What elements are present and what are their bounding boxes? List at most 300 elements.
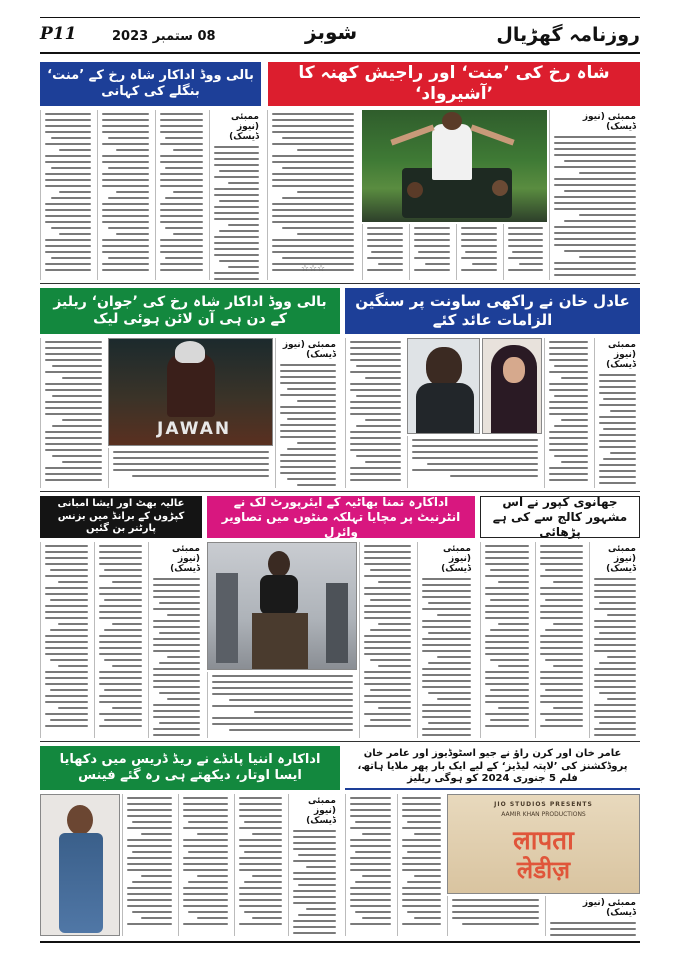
text-line	[603, 458, 636, 460]
text-line	[508, 245, 543, 247]
text-line	[99, 641, 142, 643]
black-top	[260, 575, 298, 615]
text-column	[108, 448, 273, 488]
text-column	[407, 436, 542, 488]
text-line	[280, 466, 336, 468]
text-line	[554, 148, 636, 150]
text-line	[422, 716, 471, 718]
text-line	[549, 341, 588, 343]
text-line	[62, 461, 102, 463]
text-line	[594, 590, 636, 592]
text-line	[508, 233, 543, 235]
text-line	[102, 215, 149, 217]
text-line	[554, 202, 636, 204]
text-line	[102, 239, 149, 241]
byline: ممبئی (نیوز ڈیسک)	[582, 898, 636, 918]
text-line	[45, 683, 88, 685]
text-line	[45, 431, 102, 433]
text-line	[540, 677, 583, 679]
text-line	[599, 374, 636, 376]
text-line	[45, 449, 102, 451]
text-line	[282, 227, 354, 229]
bystander-figure	[216, 573, 238, 663]
text-line	[540, 611, 583, 613]
text-line	[188, 911, 228, 913]
adil-jacket	[416, 383, 474, 434]
text-line	[272, 221, 354, 223]
text-line	[159, 692, 200, 694]
text-line	[350, 383, 401, 385]
text-line	[102, 143, 149, 145]
text-line	[99, 695, 142, 697]
text-line	[214, 278, 259, 280]
raised-arm	[390, 124, 434, 145]
text-line	[461, 269, 497, 271]
adil-khan-photo	[407, 338, 480, 434]
text-line	[422, 650, 471, 652]
text-line	[183, 923, 228, 925]
text-line	[293, 830, 336, 832]
text-line	[99, 617, 142, 619]
text-line	[412, 445, 538, 447]
text-line	[402, 863, 441, 865]
text-line	[165, 227, 203, 229]
text-line	[425, 263, 450, 265]
text-line	[599, 692, 636, 694]
text-line	[364, 593, 411, 595]
text-line	[485, 653, 529, 655]
text-line	[272, 113, 354, 115]
text-line	[428, 692, 471, 694]
text-line	[371, 251, 403, 253]
text-line	[112, 623, 142, 625]
text-line	[104, 569, 142, 571]
text-line	[293, 842, 336, 844]
jawan-poster-photo	[108, 338, 273, 446]
text-line	[402, 815, 441, 817]
text-line	[450, 475, 538, 477]
text-line	[99, 551, 142, 553]
text-line	[102, 221, 149, 223]
text-line	[153, 584, 200, 586]
text-line	[554, 196, 636, 198]
text-line	[99, 653, 142, 655]
text-line	[350, 371, 401, 373]
text-line	[280, 364, 336, 366]
text-line	[293, 932, 336, 934]
text-line	[364, 563, 411, 565]
text-line	[549, 467, 588, 469]
section-divider	[40, 741, 640, 742]
text-line	[280, 460, 336, 462]
text-line	[45, 641, 88, 643]
text-line	[549, 347, 588, 349]
byline: ممبئی (نیوز ڈیسک)	[170, 544, 200, 574]
text-line	[350, 359, 401, 361]
text-column	[503, 224, 547, 280]
text-line	[422, 644, 471, 646]
text-line	[490, 719, 529, 721]
text-line	[350, 857, 391, 859]
text-line	[160, 173, 203, 175]
text-line	[599, 386, 636, 388]
rakhi-sawant-photo	[482, 338, 542, 434]
text-line	[282, 257, 354, 259]
text-line	[280, 382, 336, 384]
text-line	[540, 713, 583, 715]
text-line	[540, 647, 583, 649]
text-line	[485, 605, 529, 607]
text-line	[490, 659, 529, 661]
text-line	[165, 137, 203, 139]
text-line	[594, 638, 636, 640]
byline: ممبئی (نیوز ڈیسک)	[229, 112, 259, 142]
text-line	[160, 179, 203, 181]
text-line	[293, 872, 336, 874]
text-column	[40, 338, 106, 488]
text-column	[155, 110, 207, 280]
text-line	[239, 887, 282, 889]
text-line	[173, 233, 203, 235]
text-line	[599, 464, 636, 466]
byline: ممبئی (نیوز ڈیسک)	[606, 340, 636, 370]
text-line	[127, 905, 172, 907]
text-line	[554, 166, 636, 168]
text-line	[45, 677, 88, 679]
text-line	[239, 893, 282, 895]
text-line	[540, 593, 583, 595]
text-line	[59, 149, 91, 151]
text-line	[485, 695, 529, 697]
text-line	[293, 848, 336, 850]
text-line	[370, 659, 411, 661]
text-line	[364, 587, 411, 589]
text-line	[127, 923, 172, 925]
text-line	[272, 125, 354, 127]
text-line	[153, 608, 200, 610]
text-line	[367, 269, 403, 271]
text-line	[116, 233, 149, 235]
text-line	[132, 475, 269, 477]
text-line	[160, 221, 203, 223]
ananya-photo	[40, 794, 120, 936]
text-line	[553, 623, 583, 625]
text-line	[364, 611, 411, 613]
text-line	[378, 623, 411, 625]
text-line	[183, 827, 228, 829]
text-line	[102, 173, 149, 175]
text-line	[239, 803, 282, 805]
text-line	[252, 833, 282, 835]
text-line	[214, 248, 259, 250]
text-line	[45, 611, 88, 613]
text-line	[422, 710, 471, 712]
headline-janhvi-college: جھانوی کپور نے اس مشہور کالج سے کی ہے پڑھائی	[480, 496, 640, 538]
text-line	[45, 605, 88, 607]
text-line	[214, 146, 259, 148]
byline: ممبئی (نیوز ڈیسک)	[441, 544, 471, 574]
text-line	[414, 227, 450, 229]
text-line	[244, 851, 282, 853]
text-line	[554, 425, 588, 427]
text-line	[367, 239, 403, 241]
text-line	[350, 443, 401, 445]
byline: ممبئی (نیوز ڈیسک)	[582, 112, 636, 132]
text-line	[485, 545, 529, 547]
text-line	[414, 269, 450, 271]
text-line	[219, 230, 259, 232]
text-line	[45, 437, 102, 439]
text-line	[422, 680, 471, 682]
text-line	[365, 377, 401, 379]
text-line	[287, 448, 336, 450]
text-line	[272, 179, 354, 181]
text-line	[212, 705, 353, 707]
headline-mannat-story: بالی ووڈ اداکار شاہ رخ کے ’منت‘ بنگلے کی کہانی	[40, 62, 261, 106]
text-line	[127, 839, 172, 841]
text-line	[437, 698, 471, 700]
text-line	[160, 203, 203, 205]
text-line	[112, 581, 142, 583]
text-line	[127, 887, 172, 889]
text-line	[378, 581, 411, 583]
text-line	[356, 455, 401, 457]
text-line	[153, 650, 200, 652]
text-line	[350, 797, 391, 799]
text-line	[183, 887, 228, 889]
text-line	[402, 797, 441, 799]
text-line	[540, 551, 583, 553]
text-line	[607, 614, 636, 616]
text-column	[409, 224, 454, 280]
text-line	[99, 671, 142, 673]
text-line	[45, 551, 88, 553]
text-line	[51, 257, 91, 259]
text-line	[549, 443, 588, 445]
text-line	[58, 665, 88, 667]
newspaper-name: روزنامہ گھڑیال	[496, 24, 640, 46]
text-line	[99, 683, 142, 685]
text-line	[45, 185, 91, 187]
text-line	[422, 686, 471, 688]
text-line	[45, 239, 91, 241]
text-line	[599, 392, 636, 394]
text-line	[141, 917, 173, 919]
text-line	[280, 436, 336, 438]
text-line	[550, 922, 636, 924]
text-line	[367, 233, 403, 235]
text-line	[549, 449, 588, 451]
text-line	[132, 821, 172, 823]
text-line	[45, 143, 91, 145]
text-line	[350, 905, 391, 907]
text-line	[594, 608, 636, 610]
text-line	[422, 584, 471, 586]
text-line	[45, 245, 91, 247]
text-line	[99, 557, 142, 559]
text-line	[183, 857, 228, 859]
text-line	[549, 401, 588, 403]
text-line	[490, 569, 529, 571]
text-line	[183, 905, 228, 907]
text-line	[153, 578, 200, 580]
text-line	[350, 467, 401, 469]
text-line	[45, 221, 91, 223]
text-line	[214, 194, 259, 196]
text-column	[345, 794, 395, 936]
byline: ممبئی (نیوز ڈیسک)	[282, 340, 336, 360]
text-line	[45, 203, 91, 205]
text-line	[153, 674, 200, 676]
text-line	[370, 719, 411, 721]
text-line	[422, 596, 471, 598]
text-line	[45, 401, 102, 403]
text-line	[45, 113, 91, 115]
text-line	[228, 224, 260, 226]
text-line	[540, 635, 583, 637]
text-line	[282, 137, 354, 139]
text-line	[545, 689, 583, 691]
headline-adil-khan: عادل خان نے راکھی ساونت پر سنگین الزامات عائد کئے	[345, 288, 640, 334]
text-line	[99, 545, 142, 547]
text-line	[282, 197, 354, 199]
text-line	[183, 815, 228, 817]
text-line	[297, 484, 336, 486]
text-line	[45, 545, 88, 547]
text-line	[603, 398, 636, 400]
text-line	[183, 863, 228, 865]
text-line	[160, 185, 203, 187]
text-line	[298, 884, 336, 886]
text-line	[297, 233, 354, 235]
text-line	[102, 125, 149, 127]
text-line	[99, 587, 142, 589]
text-line	[188, 821, 228, 823]
text-line	[564, 250, 636, 252]
text-line	[599, 440, 636, 442]
text-line	[45, 383, 102, 385]
text-line	[554, 154, 636, 156]
text-line	[370, 569, 411, 571]
text-line	[132, 851, 172, 853]
text-line	[212, 681, 353, 683]
text-line	[102, 155, 149, 157]
text-line	[62, 377, 102, 379]
text-line	[364, 653, 411, 655]
text-line	[59, 233, 91, 235]
text-line	[579, 172, 636, 174]
text-line	[414, 239, 450, 241]
text-line	[594, 734, 636, 736]
text-line	[422, 638, 471, 640]
text-line	[160, 119, 203, 121]
text-column	[544, 338, 592, 488]
text-line	[160, 245, 203, 247]
text-column	[589, 542, 640, 738]
text-line	[167, 656, 200, 658]
printed-trousers	[252, 613, 308, 670]
page-number: P11	[40, 24, 77, 44]
text-line	[58, 707, 88, 709]
text-line	[461, 227, 497, 229]
poster-production-credit: AAMIR KHAN PRODUCTIONS	[501, 811, 586, 818]
text-line	[412, 451, 538, 453]
text-line	[102, 269, 149, 271]
text-line	[461, 233, 497, 235]
text-line	[153, 734, 200, 736]
text-line	[508, 257, 543, 259]
text-line	[212, 723, 353, 725]
text-line	[45, 443, 102, 445]
headline-ananya-red-dress: اداکارہ اننیا پانڈے نے ریڈ ڈریس میں دکھایا ایسا اوتار، دیکھتے ہی رہ گئے فینس	[40, 746, 340, 790]
text-line	[540, 545, 583, 547]
text-line	[599, 446, 636, 448]
text-line	[594, 680, 636, 682]
text-line	[45, 557, 88, 559]
text-line	[402, 839, 441, 841]
text-line	[599, 632, 636, 634]
text-line	[287, 388, 336, 390]
text-line	[350, 845, 391, 847]
text-line	[127, 803, 172, 805]
text-line	[160, 215, 203, 217]
text-line	[229, 729, 353, 731]
text-line	[350, 869, 391, 871]
text-line	[108, 197, 149, 199]
text-line	[465, 251, 497, 253]
text-line	[244, 911, 282, 913]
text-line	[554, 226, 636, 228]
text-line	[461, 257, 497, 259]
text-line	[553, 707, 583, 709]
text-line	[239, 863, 282, 865]
laapataa-ladies-poster	[447, 794, 640, 894]
text-line	[293, 896, 336, 898]
text-line	[214, 152, 259, 154]
text-line	[254, 711, 353, 713]
text-line	[45, 263, 91, 265]
text-line	[160, 131, 203, 133]
text-line	[485, 575, 529, 577]
text-line	[159, 632, 200, 634]
text-line	[564, 160, 636, 162]
text-column	[456, 224, 501, 280]
text-line	[599, 380, 636, 382]
text-line	[364, 695, 411, 697]
text-line	[45, 593, 88, 595]
text-line	[45, 125, 91, 127]
text-line	[599, 476, 636, 478]
text-line	[293, 926, 336, 928]
text-line	[272, 209, 354, 211]
text-line	[364, 677, 411, 679]
text-line	[508, 239, 543, 241]
text-line	[402, 869, 441, 871]
text-line	[422, 734, 471, 736]
text-line	[350, 887, 391, 889]
text-line	[45, 713, 88, 715]
text-line	[272, 239, 354, 241]
text-line	[350, 353, 401, 355]
text-line	[508, 269, 543, 271]
text-line	[153, 668, 200, 670]
text-line	[356, 395, 401, 397]
text-line	[364, 683, 411, 685]
text-line	[350, 413, 401, 415]
text-line	[293, 860, 336, 862]
text-column	[535, 542, 587, 738]
text-line	[45, 671, 88, 673]
